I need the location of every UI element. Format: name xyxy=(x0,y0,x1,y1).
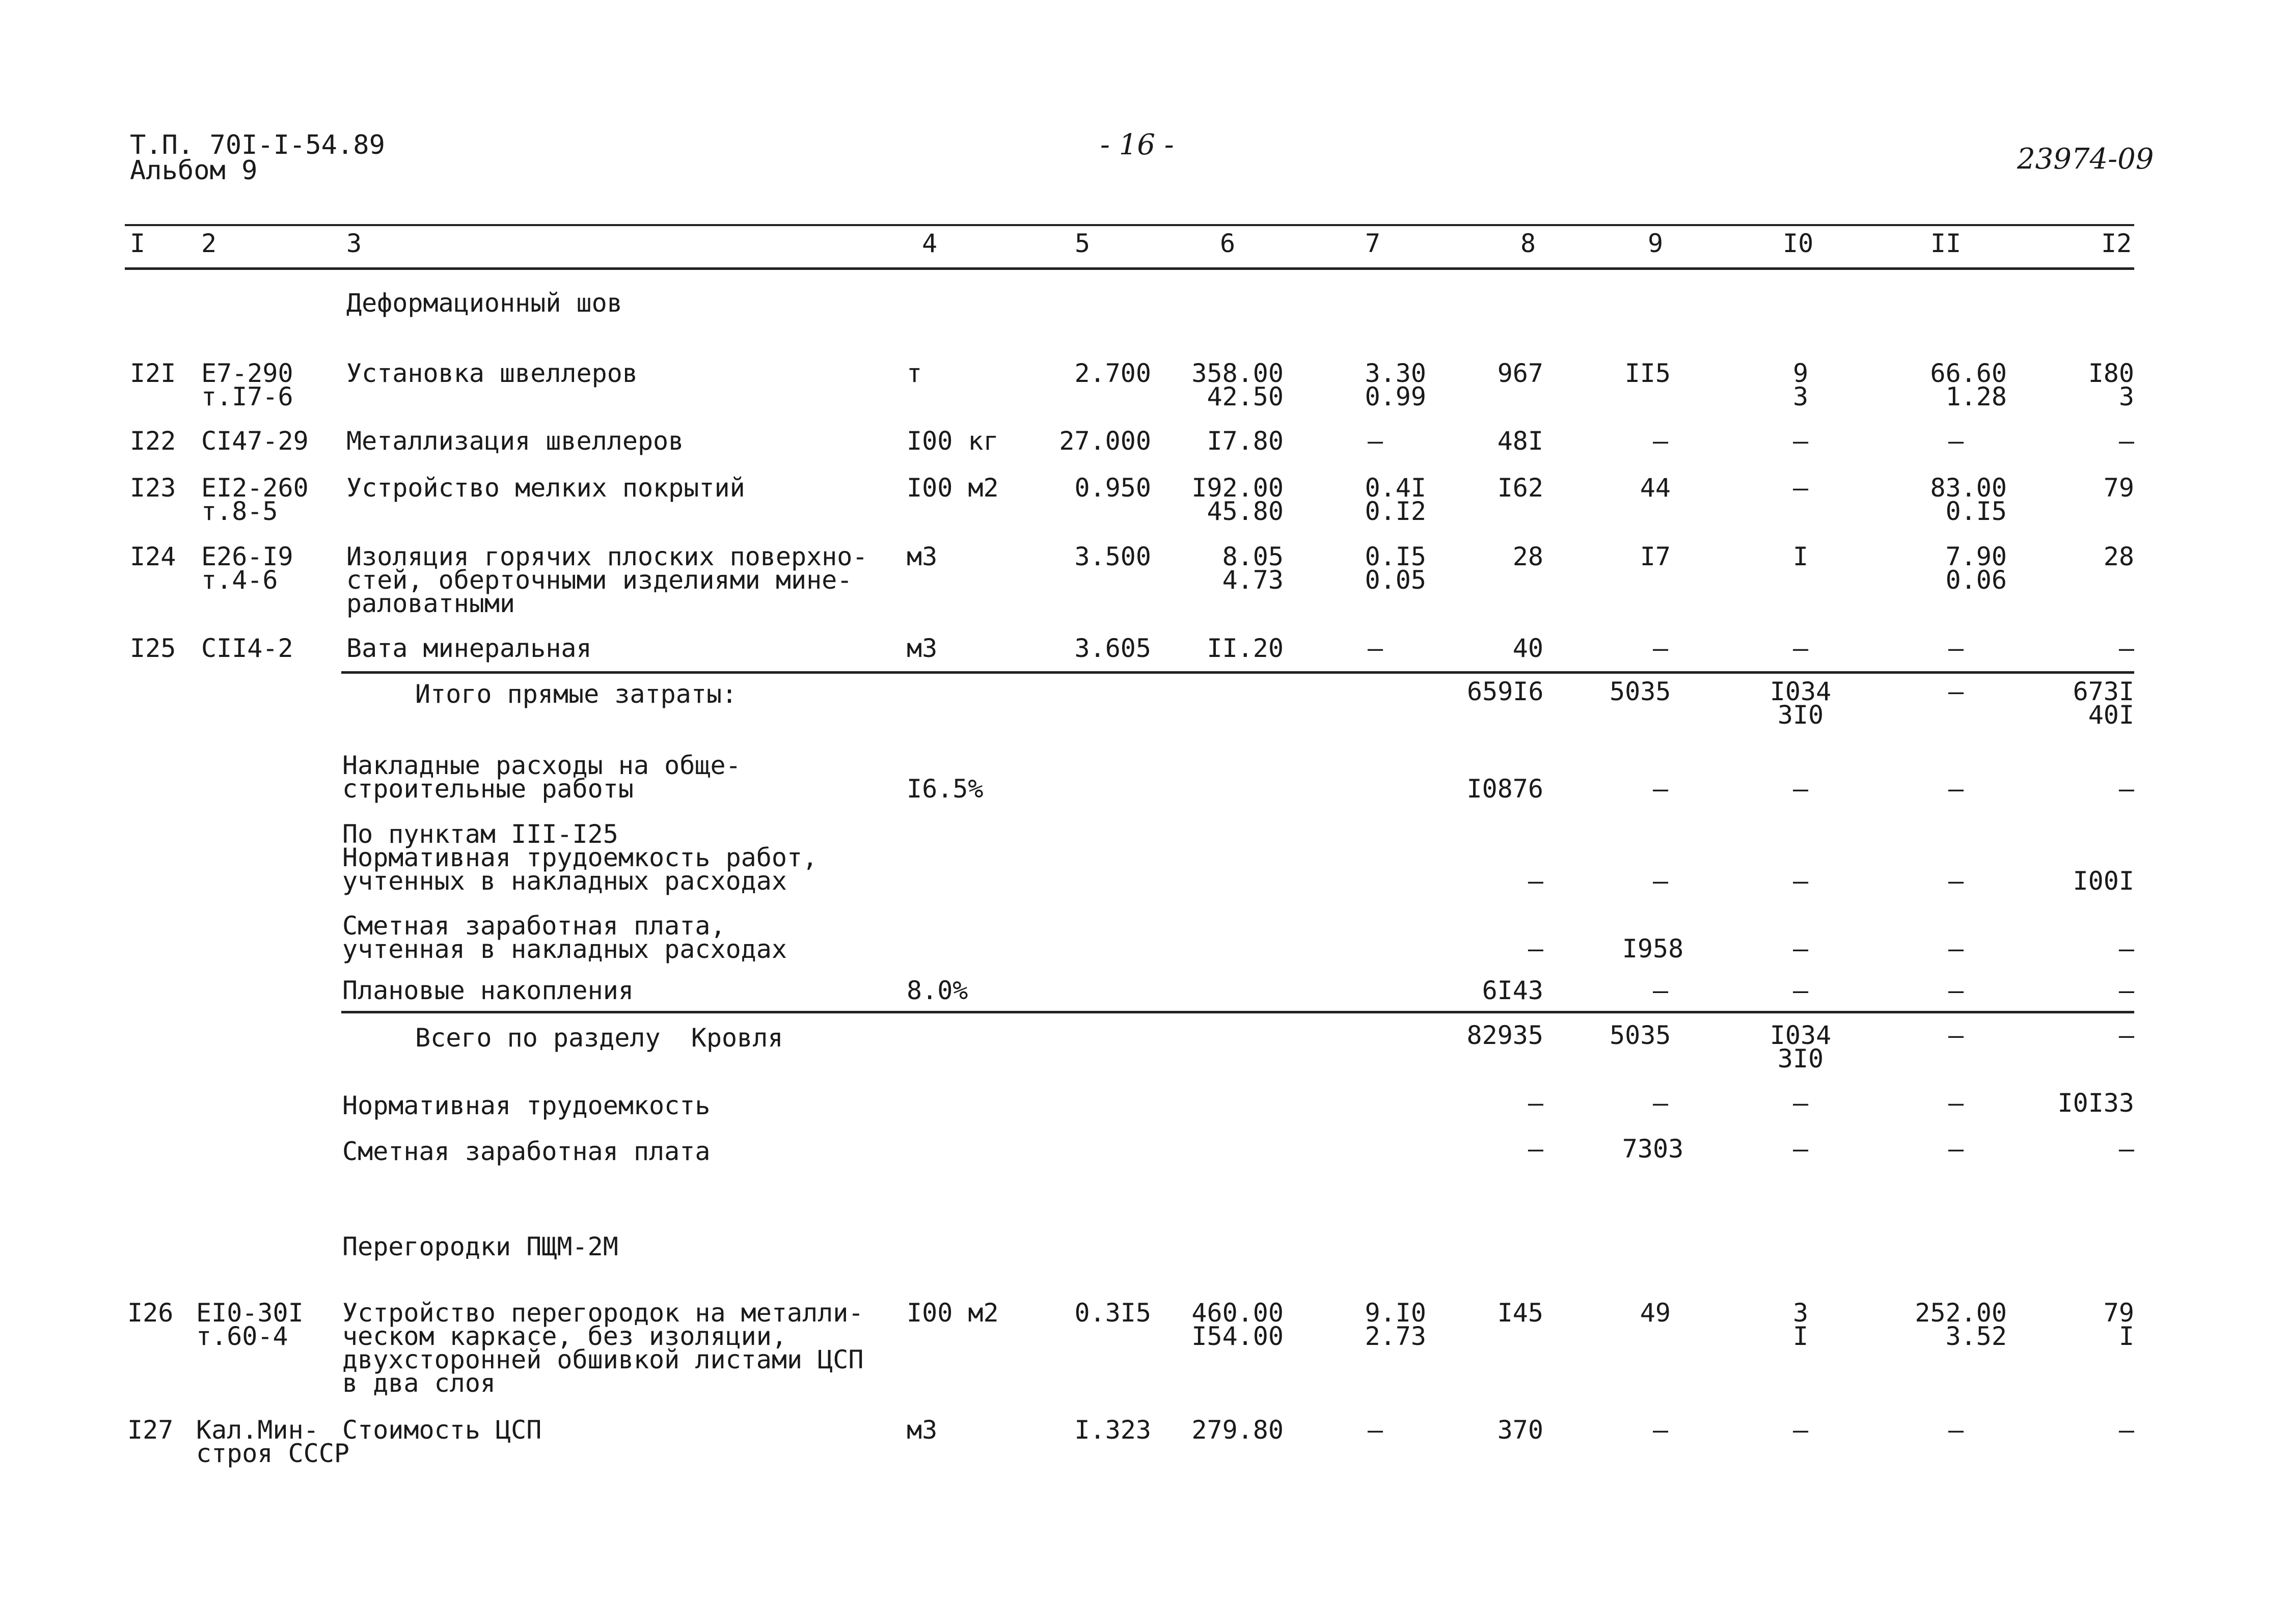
row-code: ЕI0-30I т.60-4 xyxy=(196,1298,304,1351)
col-3: 3 xyxy=(346,229,362,258)
row-unit-price: II.20 xyxy=(1207,634,1284,663)
row-number: I25 xyxy=(130,634,176,663)
row-col-11: – xyxy=(1948,426,1964,456)
section-total-rule xyxy=(341,1011,2134,1013)
col-4: 4 xyxy=(922,229,938,258)
col-12: I2 xyxy=(2101,229,2132,258)
summary-col-8: 659I6 xyxy=(1467,677,1544,706)
summary-label: Накладные расходы на обще- строительные работы xyxy=(342,751,741,804)
summary-col-9: – xyxy=(1652,774,1669,804)
header-top-rule xyxy=(125,224,2134,226)
summary-col-8: – xyxy=(1528,866,1543,896)
row-quantity: 27.000 xyxy=(1059,426,1151,456)
page-number: - 16 - xyxy=(1100,128,1174,161)
summary-label: Нормативная трудоемкость xyxy=(342,1091,711,1120)
col-6: 6 xyxy=(1220,229,1236,258)
row-col-8: 28 xyxy=(1512,542,1543,571)
row-code: Е26-I9 т.4-6 xyxy=(201,542,293,595)
row-col-12: – xyxy=(2118,426,2134,456)
summary-col-8: – xyxy=(1528,1088,1543,1118)
summary-col-9: – xyxy=(1652,1088,1669,1118)
row-col-11: – xyxy=(1948,634,1964,663)
header-bottom-rule xyxy=(125,267,2134,270)
row-col-10: – xyxy=(1792,473,1809,503)
album-label: Альбом 9 xyxy=(130,155,258,186)
summary-col-10: I034 3I0 xyxy=(1770,1021,1832,1074)
row-number: I27 xyxy=(127,1415,174,1445)
row-col-12: – xyxy=(2118,634,2134,663)
col-8: 8 xyxy=(1520,229,1536,258)
summary-col-12: – xyxy=(2118,976,2134,1005)
row-col-9: – xyxy=(1652,426,1669,456)
row-col-9: 49 xyxy=(1640,1298,1671,1328)
row-col-8: 370 xyxy=(1497,1415,1543,1445)
row-quantity: 0.3I5 xyxy=(1074,1298,1151,1328)
summary-percent: 8.0% xyxy=(907,976,968,1005)
row-col-8: 40 xyxy=(1512,634,1543,663)
row-col-8: 967 xyxy=(1497,359,1543,388)
row-unit: т xyxy=(907,359,922,388)
row-unit-price: 8.05 4.73 xyxy=(1222,542,1284,595)
summary-col-11: – xyxy=(1948,1021,1964,1050)
summary-col-9: 7303 xyxy=(1622,1134,1684,1164)
summary-label: Сметная заработная плата xyxy=(342,1137,711,1166)
summary-col-10: – xyxy=(1792,774,1809,804)
row-unit: м3 xyxy=(907,634,938,663)
summary-col-8: 6I43 xyxy=(1482,976,1543,1005)
row-col-7: – xyxy=(1367,1415,1383,1445)
row-col-12: 79 I xyxy=(2103,1298,2134,1351)
summary-col-8: I0876 xyxy=(1466,774,1543,804)
summary-col-11: – xyxy=(1948,1088,1964,1118)
row-col-9: 44 xyxy=(1640,473,1671,503)
row-col-11: 66.60 1.28 xyxy=(1930,359,2007,411)
row-quantity: 2.700 xyxy=(1074,359,1151,388)
summary-col-9: 5035 xyxy=(1610,1021,1671,1050)
summary-col-12: I0I33 xyxy=(2057,1088,2134,1118)
row-col-8: I62 xyxy=(1497,473,1543,503)
row-col-11: 7.90 0.06 xyxy=(1945,542,2007,595)
summary-col-10: – xyxy=(1792,1088,1809,1118)
col-1: I xyxy=(130,229,146,258)
row-col-10: – xyxy=(1792,1415,1809,1445)
row-quantity: 0.950 xyxy=(1074,473,1151,503)
row-name: Изоляция горячих плоских поверхно- стей, оберточными изделиями мине- раловатными xyxy=(346,542,868,618)
row-col-10: 3 I xyxy=(1792,1298,1809,1351)
row-unit-price: 460.00 I54.00 xyxy=(1191,1298,1284,1351)
summary-col-11: – xyxy=(1948,1134,1964,1164)
subtotal-rule xyxy=(341,671,2134,674)
row-code: Кал.Мин- строя СССР xyxy=(196,1415,350,1468)
row-unit-price: 358.00 42.50 xyxy=(1191,359,1284,411)
row-col-10: – xyxy=(1792,634,1809,663)
row-number: I24 xyxy=(130,542,176,571)
summary-col-8: – xyxy=(1528,934,1543,964)
row-col-12: 79 xyxy=(2103,473,2134,503)
row-col-10: 9 3 xyxy=(1792,359,1809,411)
summary-label: Плановые накопления xyxy=(342,976,634,1005)
summary-col-8: 82935 xyxy=(1466,1021,1543,1050)
row-col-12: 28 xyxy=(2103,542,2134,571)
summary-col-11: – xyxy=(1948,934,1964,964)
row-name: Установка швеллеров xyxy=(346,359,638,388)
summary-label: Сметная заработная плата, учтенная в накладных расходах xyxy=(342,911,787,964)
row-name: Металлизация швеллеров xyxy=(346,426,684,456)
summary-label: Итого прямые затраты: xyxy=(415,679,738,709)
row-col-7: 0.4I 0.I2 xyxy=(1365,473,1426,526)
row-code: ЕI2-260 т.8-5 xyxy=(201,473,309,526)
row-col-12: – xyxy=(2118,1415,2134,1445)
row-unit-price: I7.80 xyxy=(1207,426,1284,456)
summary-percent: I6.5% xyxy=(907,774,984,804)
col-5: 5 xyxy=(1075,229,1091,258)
row-unit: I00 кг xyxy=(907,426,999,456)
summary-col-10: – xyxy=(1792,866,1809,896)
col-9: 9 xyxy=(1648,229,1664,258)
col-2: 2 xyxy=(201,229,217,258)
summary-col-9: – xyxy=(1652,976,1669,1005)
row-col-9: II5 xyxy=(1624,359,1671,388)
section-title-deformation-joint: Деформационный шов xyxy=(346,288,622,318)
row-number: I2I xyxy=(130,359,176,388)
summary-col-8: – xyxy=(1528,1134,1543,1164)
summary-col-12: – xyxy=(2118,1021,2134,1050)
row-unit: I00 м2 xyxy=(907,1298,999,1328)
summary-col-10: – xyxy=(1792,934,1809,964)
row-code: СI47-29 xyxy=(201,426,309,456)
row-number: I22 xyxy=(130,426,176,456)
summary-col-12: – xyxy=(2118,934,2134,964)
row-col-8: 48I xyxy=(1497,426,1543,456)
row-col-12: I80 3 xyxy=(2088,359,2134,411)
row-col-7: 9.I0 2.73 xyxy=(1365,1298,1426,1351)
row-col-8: I45 xyxy=(1497,1298,1543,1328)
row-col-9: – xyxy=(1652,1415,1669,1445)
col-7: 7 xyxy=(1365,229,1381,258)
summary-col-12: – xyxy=(2118,1134,2134,1164)
row-col-7: 0.I5 0.05 xyxy=(1365,542,1426,595)
row-col-10: – xyxy=(1792,426,1809,456)
row-unit: I00 м2 xyxy=(907,473,999,503)
row-quantity: I.323 xyxy=(1074,1415,1151,1445)
summary-col-12: 673I 40I xyxy=(2073,677,2134,730)
summary-col-11: – xyxy=(1948,866,1964,896)
summary-col-11: – xyxy=(1948,774,1964,804)
row-col-10: I xyxy=(1792,542,1809,571)
summary-label: По пунктам III-I25 Нормативная трудоемкость работ, учтенных в накладных расходах xyxy=(342,819,818,896)
summary-col-11: – xyxy=(1948,976,1964,1005)
row-unit-price: 279.80 xyxy=(1191,1415,1284,1445)
row-unit: м3 xyxy=(907,1415,938,1445)
row-unit: м3 xyxy=(907,542,938,571)
row-name: Стоимость ЦСП xyxy=(342,1415,542,1445)
row-name: Вата минеральная xyxy=(346,634,592,663)
col-11: II xyxy=(1930,229,1962,258)
summary-col-12: – xyxy=(2118,774,2134,804)
summary-col-9: I958 xyxy=(1622,934,1684,964)
row-col-7: 3.30 0.99 xyxy=(1365,359,1426,411)
row-col-9: – xyxy=(1652,634,1669,663)
summary-label: Всего по разделу Кровля xyxy=(415,1023,783,1053)
row-quantity: 3.500 xyxy=(1074,542,1151,571)
row-col-11: – xyxy=(1948,1415,1964,1445)
row-code: Е7-290 т.I7-6 xyxy=(201,359,293,411)
row-name: Устройство перегородок на металли- ческом каркасе, без изоляции, двухсторонней обшивкой листами ЦСП в два слоя xyxy=(342,1298,864,1398)
row-code: СII4-2 xyxy=(201,634,293,663)
row-name: Устройство мелких покрытий xyxy=(346,473,745,503)
row-number: I26 xyxy=(127,1298,174,1328)
document-code: Т.П. 70I-I-54.89 xyxy=(130,130,385,160)
row-number: I23 xyxy=(130,473,176,503)
col-10: I0 xyxy=(1783,229,1814,258)
section-title-partitions: Перегородки ПЩМ-2М xyxy=(342,1232,618,1261)
row-col-7: – xyxy=(1367,634,1383,663)
row-quantity: 3.605 xyxy=(1074,634,1151,663)
summary-col-10: I034 3I0 xyxy=(1770,677,1832,730)
summary-col-11: – xyxy=(1948,677,1964,706)
summary-col-10: – xyxy=(1792,976,1809,1005)
summary-col-9: – xyxy=(1652,866,1669,896)
row-col-11: 252.00 3.52 xyxy=(1915,1298,2007,1351)
summary-col-9: 5035 xyxy=(1610,677,1671,706)
summary-col-10: – xyxy=(1792,1134,1809,1164)
row-col-11: 83.00 0.I5 xyxy=(1930,473,2007,526)
inventory-number: 23974-09 xyxy=(2017,143,2154,176)
row-col-7: – xyxy=(1367,426,1383,456)
row-col-9: I7 xyxy=(1640,542,1671,571)
summary-col-12: I00I xyxy=(2073,866,2134,896)
row-unit-price: I92.00 45.80 xyxy=(1191,473,1284,526)
